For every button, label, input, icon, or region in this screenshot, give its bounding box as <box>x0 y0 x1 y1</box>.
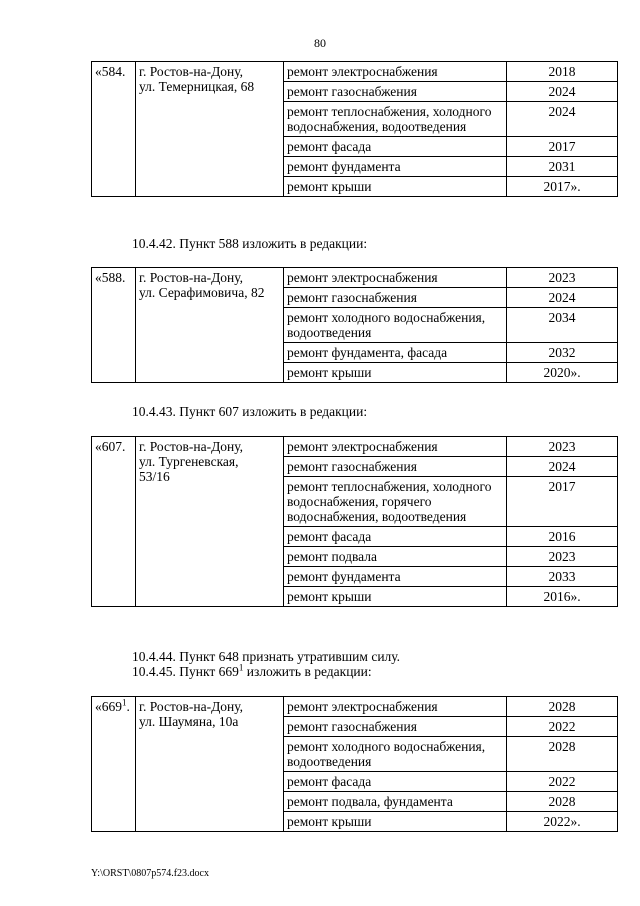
year-cell: 2028 <box>507 697 618 717</box>
work-cell: ремонт теплоснабжения, холодного водоснабжения, горячего водоснабжения, водоотведения <box>284 477 507 527</box>
item-number <box>92 697 136 832</box>
address-line: ул. Тургеневская, <box>139 454 239 469</box>
paragraph <box>132 664 372 679</box>
address-line: г. Ростов-на-Дону, <box>139 699 244 714</box>
work-cell: ремонт электроснабжения <box>284 268 507 288</box>
work-cell: ремонт электроснабжения <box>284 437 507 457</box>
work-cell: ремонт газоснабжения <box>284 288 507 308</box>
year-cell: 2024 <box>507 288 618 308</box>
paragraph: 10.4.44. Пункт 648 признать утратившим силу. <box>132 649 401 664</box>
work-cell: ремонт фундамента <box>284 567 507 587</box>
year-cell: 2017 <box>507 477 618 527</box>
work-cell: ремонт крыши <box>284 587 507 607</box>
item-number: «584. <box>92 62 136 197</box>
address-cell <box>136 268 284 383</box>
work-cell: ремонт фундамента <box>284 157 507 177</box>
paragraph: 10.4.43. Пункт 607 изложить в редакции: <box>132 404 368 419</box>
item-number-end: . <box>126 699 130 714</box>
work-cell: ремонт фасада <box>284 137 507 157</box>
year-cell: 2033 <box>507 567 618 587</box>
address-line: ул. Шаумяна, 10а <box>139 714 239 729</box>
table-669-1 <box>91 696 618 832</box>
year-cell: 2022». <box>507 812 618 832</box>
work-cell: ремонт крыши <box>284 812 507 832</box>
year-cell: 2034 <box>507 308 618 343</box>
year-cell: 2028 <box>507 792 618 812</box>
year-cell: 2016 <box>507 527 618 547</box>
year-cell: 2022 <box>507 717 618 737</box>
paragraph-text: изложить в редакции: <box>243 664 372 679</box>
work-cell: ремонт электроснабжения <box>284 62 507 82</box>
work-cell: ремонт фасада <box>284 772 507 792</box>
paragraph-text: 10.4.45. Пункт 669 <box>132 664 239 679</box>
year-cell: 2024 <box>507 82 618 102</box>
work-cell: ремонт электроснабжения <box>284 697 507 717</box>
year-cell: 2032 <box>507 343 618 363</box>
year-cell: 2024 <box>507 457 618 477</box>
year-cell: 2020». <box>507 363 618 383</box>
year-cell: 2028 <box>507 737 618 772</box>
table-607 <box>91 436 618 607</box>
work-cell: ремонт крыши <box>284 177 507 197</box>
work-cell: ремонт холодного водоснабжения, водоотведения <box>284 308 507 343</box>
item-number: «588. <box>92 268 136 383</box>
year-cell: 2023 <box>507 437 618 457</box>
work-cell: ремонт подвала, фундамента <box>284 792 507 812</box>
table-588 <box>91 267 618 383</box>
address-line: г. Ростов-на-Дону, <box>139 270 244 285</box>
work-cell: ремонт газоснабжения <box>284 82 507 102</box>
address-cell <box>136 437 284 607</box>
item-number-main: «669 <box>95 699 122 714</box>
work-cell: ремонт холодного водоснабжения, водоотведения <box>284 737 507 772</box>
address-line: ул. Темерницкая, 68 <box>139 79 255 94</box>
work-cell: ремонт фасада <box>284 527 507 547</box>
work-cell: ремонт фундамента, фасада <box>284 343 507 363</box>
work-cell: ремонт подвала <box>284 547 507 567</box>
page-number: 80 <box>314 36 326 50</box>
address-line: ул. Серафимовича, 82 <box>139 285 265 300</box>
file-path-footer: Y:\ORST\0807p574.f23.docx <box>91 868 209 879</box>
item-number: «607. <box>92 437 136 607</box>
year-cell: 2017». <box>507 177 618 197</box>
year-cell: 2024 <box>507 102 618 137</box>
year-cell: 2022 <box>507 772 618 792</box>
address-cell <box>136 62 284 197</box>
address-cell <box>136 697 284 832</box>
work-cell: ремонт газоснабжения <box>284 457 507 477</box>
table-584 <box>91 61 618 197</box>
paragraph: 10.4.42. Пункт 588 изложить в редакции: <box>132 236 368 251</box>
address-line: г. Ростов-на-Дону, <box>139 64 244 79</box>
work-cell: ремонт газоснабжения <box>284 717 507 737</box>
year-cell: 2017 <box>507 137 618 157</box>
work-cell: ремонт теплоснабжения, холодного водоснабжения, водоотведения <box>284 102 507 137</box>
year-cell: 2023 <box>507 268 618 288</box>
superscript: 1 <box>238 662 244 673</box>
year-cell: 2023 <box>507 547 618 567</box>
year-cell: 2018 <box>507 62 618 82</box>
work-cell: ремонт крыши <box>284 363 507 383</box>
year-cell: 2031 <box>507 157 618 177</box>
address-line: г. Ростов-на-Дону, <box>139 439 244 454</box>
address-line: 53/16 <box>139 469 170 484</box>
superscript: 1 <box>122 697 127 708</box>
year-cell: 2016». <box>507 587 618 607</box>
